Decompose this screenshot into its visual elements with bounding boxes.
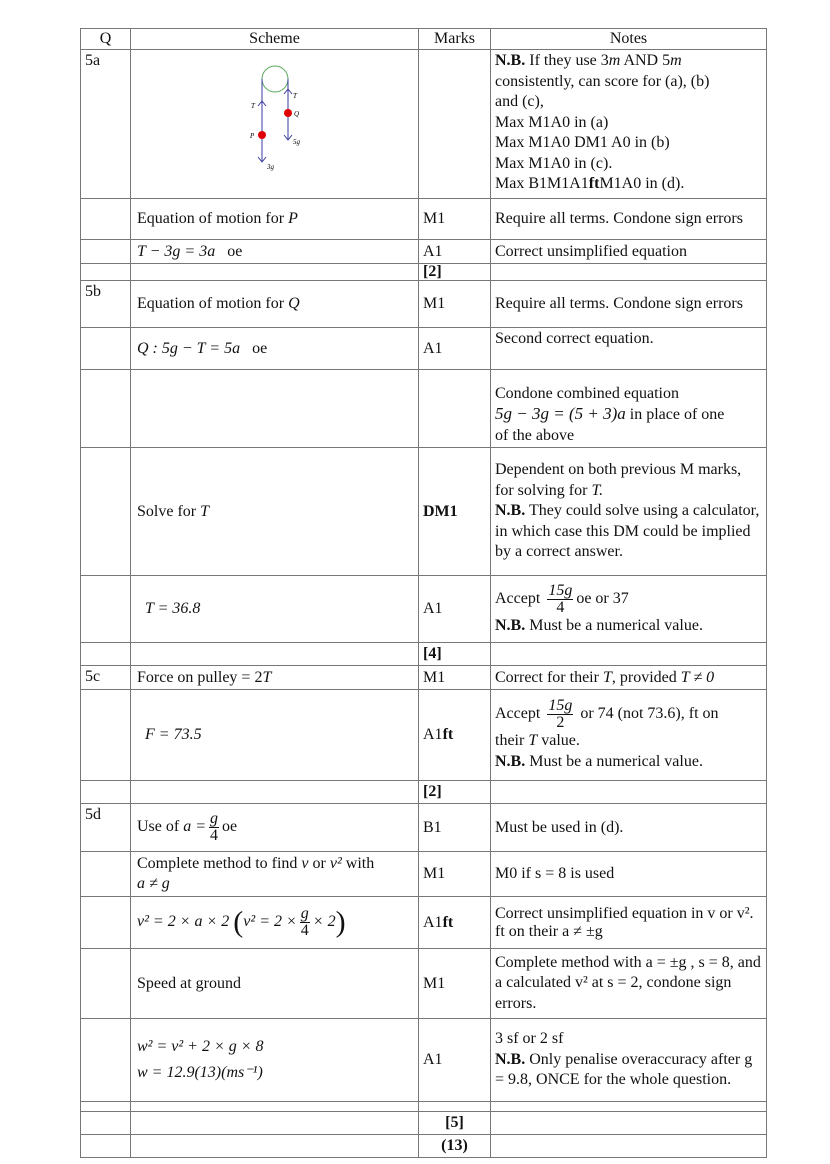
text: Max B1M1A1 (495, 175, 589, 192)
table-row (81, 328, 767, 370)
grand-total-row (81, 1135, 767, 1158)
mark-scheme-table (80, 28, 767, 1158)
text: Only penalise overaccuracy after g = 9.8, ONCE for the whole question. (495, 1050, 753, 1089)
table-cell (419, 690, 491, 781)
text: Correct for their (495, 668, 603, 686)
header-marks: Marks (419, 29, 491, 50)
text: T (528, 732, 538, 749)
text: T = 36.8 (145, 600, 201, 617)
table-cell (81, 1102, 131, 1112)
total-row (81, 264, 767, 281)
table-cell (81, 370, 131, 448)
text: , provided (611, 668, 681, 686)
table-cell (81, 1019, 131, 1102)
table-cell (491, 1112, 767, 1135)
question-number: 5b (81, 281, 131, 328)
table-row (81, 666, 767, 690)
question-number: 5a (81, 50, 131, 199)
text: oe (252, 339, 268, 357)
text: 4 (300, 922, 309, 939)
text: their (495, 732, 529, 749)
table-cell (131, 852, 419, 897)
text: T. (591, 481, 604, 499)
subtotal: [5] (445, 1114, 464, 1131)
text: m (608, 52, 621, 69)
text: or 74 (not 73.6), ft on (580, 705, 719, 723)
text: value. (537, 732, 580, 749)
table-cell (131, 1019, 419, 1102)
subtotal: [2] (423, 263, 442, 280)
table-row (81, 199, 767, 240)
mark: M1 (419, 199, 491, 240)
note: M0 if s = 8 is used (491, 852, 767, 897)
text: N.B. (495, 1050, 526, 1068)
table-cell (491, 666, 767, 690)
text: Must be a numerical value. (525, 752, 703, 770)
label-3g: 3g (266, 163, 274, 171)
table-cell (419, 264, 491, 281)
text: T ≠ 0 (680, 668, 715, 686)
text: Accept (495, 589, 541, 607)
pulley-diagram (131, 50, 419, 199)
text: in place of one (625, 406, 725, 423)
table-cell (131, 1112, 419, 1135)
text: Max M1A0 DM1 A0 in (b) (495, 134, 670, 151)
notes-5a (491, 50, 767, 199)
table-cell (491, 448, 767, 576)
text: 2 (556, 714, 565, 731)
table-cell (81, 448, 131, 576)
text: They could solve using a calculator, in which case this DM could be implied by a correct answer. (495, 502, 760, 561)
text: Condone combined equation (495, 384, 679, 402)
mark: M1 (419, 666, 491, 690)
text: v² = 2 × a × 2 (137, 913, 230, 931)
table-cell (131, 281, 419, 328)
table-row (81, 50, 767, 199)
spacer-row (81, 1102, 767, 1112)
note: Require all terms. Condone sign errors (491, 199, 767, 240)
table-cell (131, 1135, 419, 1158)
table-cell (81, 264, 131, 281)
table-row (81, 370, 767, 448)
text: Max M1A0 in (a) (495, 113, 609, 131)
text: oe or 37 (576, 589, 629, 607)
text: of the above (495, 426, 575, 444)
text: ft (442, 726, 454, 743)
table-cell (131, 781, 419, 804)
table-cell (491, 1019, 767, 1102)
text: v (301, 855, 309, 872)
table-cell (419, 50, 491, 199)
text: 4 (210, 827, 219, 844)
mark: M1 (419, 852, 491, 897)
text: v² (329, 855, 342, 872)
table-cell (131, 643, 419, 666)
mark: A1 (419, 328, 491, 370)
text: Must be a numerical value. (525, 616, 703, 634)
table-cell (131, 448, 419, 576)
text: Use of (137, 818, 184, 836)
text: Solve for (137, 502, 201, 520)
table-cell (81, 328, 131, 370)
mark: A1 (419, 1019, 491, 1102)
text: a = (183, 818, 207, 836)
table-row (81, 240, 767, 264)
table-row (81, 281, 767, 328)
text: Equation of motion for (137, 295, 289, 312)
table-cell (131, 576, 419, 643)
table-cell (491, 1135, 767, 1158)
text: AND 5 (620, 52, 671, 69)
header-q: Q (81, 29, 131, 50)
table-row (81, 852, 767, 897)
label-5g: 5g (292, 138, 300, 146)
grand-total: (13) (441, 1137, 468, 1154)
text: oe (222, 818, 238, 836)
text: T (262, 668, 272, 686)
text: F = 73.5 (145, 726, 202, 743)
table-cell (131, 690, 419, 781)
table-cell (81, 1112, 131, 1135)
table-cell (131, 240, 419, 264)
table-cell (131, 666, 419, 690)
text: 5g − 3g = (5 + 3)a (495, 404, 626, 423)
pulley-diagram-svg (235, 61, 315, 181)
table-cell (419, 897, 491, 949)
text: 4 (556, 598, 565, 616)
table-cell (81, 949, 131, 1019)
text: N.B. (495, 502, 526, 520)
total-row (81, 1112, 767, 1135)
pulley-icon (262, 66, 288, 92)
note: Second correct equation. (491, 328, 767, 370)
table-cell (131, 264, 419, 281)
text: or (308, 855, 330, 872)
text: M1A0 in (d). (599, 175, 685, 192)
text: a ≠ g (137, 875, 170, 892)
table-cell (81, 781, 131, 804)
table-cell (131, 804, 419, 852)
text: Complete method to find (137, 855, 302, 872)
text: × 2 (312, 913, 336, 931)
mark: B1 (419, 804, 491, 852)
text: Speed at ground (131, 949, 419, 1019)
table-cell (419, 1102, 491, 1112)
mark: A1 (419, 240, 491, 264)
table-cell (81, 852, 131, 897)
text: N.B. (495, 52, 526, 69)
subtotal: [2] (423, 783, 442, 800)
table-cell (491, 643, 767, 666)
table-cell (81, 576, 131, 643)
text: P (288, 210, 298, 227)
text: Equation of motion for (137, 210, 289, 227)
text: g (210, 810, 219, 827)
header-row (81, 29, 767, 50)
table-cell (491, 370, 767, 448)
header-scheme: Scheme (131, 29, 419, 50)
table-cell (419, 1112, 491, 1135)
table-cell (491, 576, 767, 643)
text: N.B. (495, 616, 526, 634)
text: ft (442, 913, 454, 931)
text: T − 3g = 3a (137, 242, 216, 260)
text: Q (288, 295, 300, 312)
text: T (200, 502, 210, 520)
text: T (602, 668, 612, 686)
text: Max M1A0 in (c). (495, 154, 613, 172)
text: g (300, 905, 309, 922)
text: Q : 5g − T = 5a (137, 339, 241, 357)
text: Dependent on both previous M marks, for solving for (495, 461, 742, 499)
total-row (81, 643, 767, 666)
table-cell (81, 199, 131, 240)
table-cell (81, 240, 131, 264)
subtotal: [4] (423, 645, 442, 662)
table-cell (131, 199, 419, 240)
text: w² = v² + 2 × g × 8 (137, 1038, 264, 1055)
text: 15g (548, 581, 573, 599)
table-cell: v² = 2 × a × 2 (v² = 2 × $\frac{g}{4}$ × 2) (131, 897, 419, 949)
text: and (c), (495, 93, 544, 110)
text: oe (227, 242, 243, 260)
table-row (81, 690, 767, 781)
table-cell (419, 781, 491, 804)
note: Correct unsimplified equation (491, 240, 767, 264)
table-cell (491, 1102, 767, 1112)
table-row (81, 897, 767, 949)
text: with (341, 855, 375, 872)
label-t1: T (250, 102, 255, 110)
question-number: 5c (81, 666, 131, 690)
table-cell (131, 1102, 419, 1112)
table-cell (81, 643, 131, 666)
table-cell (131, 370, 419, 448)
mass-p-icon (258, 131, 266, 139)
table-cell (81, 690, 131, 781)
table-row (81, 949, 767, 1019)
question-number: 5d (81, 804, 131, 852)
table-cell (81, 897, 131, 949)
text: 3 sf or 2 sf (495, 1030, 564, 1048)
table-row (81, 576, 767, 643)
text: A1 (423, 726, 443, 743)
text: Accept (495, 705, 541, 723)
table-cell (491, 264, 767, 281)
text: If they use 3 (529, 52, 609, 69)
label-q: Q (293, 110, 299, 118)
mark: A1 (419, 576, 491, 643)
label-p: P (249, 132, 254, 140)
table-cell (419, 448, 491, 576)
text: Force on pulley = 2 (137, 668, 263, 686)
table-row (81, 804, 767, 852)
note: Require all terms. Condone sign errors (491, 281, 767, 328)
table-cell (419, 1135, 491, 1158)
mark: M1 (419, 281, 491, 328)
table-cell (419, 370, 491, 448)
total-row (81, 781, 767, 804)
mark: DM1 (423, 502, 458, 520)
table-row (81, 448, 767, 576)
label-t2: T (292, 92, 297, 100)
table-cell (491, 781, 767, 804)
text: v² = 2 × (243, 913, 297, 931)
note: Complete method with a = ±g , s = 8, and a calculated v² at s = 2, condone sign errors. (491, 949, 767, 1019)
mark: M1 (419, 949, 491, 1019)
note: Must be used in (d). (491, 804, 767, 852)
mass-q-icon (284, 109, 292, 117)
table-row (81, 1019, 767, 1102)
text: 15g (548, 697, 573, 714)
table-cell (131, 328, 419, 370)
text: w = 12.9(13)(ms⁻¹) (137, 1064, 263, 1081)
text: N.B. (495, 752, 526, 770)
note: Correct unsimplified equation in v or v². ft on their a ≠ ±g (491, 897, 767, 949)
table-cell (491, 690, 767, 781)
table-cell (81, 1135, 131, 1158)
text: consistently, can score for (a), (b) (495, 72, 710, 90)
text: A1 (423, 913, 443, 931)
table-cell (419, 643, 491, 666)
text: m (670, 52, 682, 69)
text: ft (588, 175, 600, 192)
header-notes: Notes (491, 29, 767, 50)
